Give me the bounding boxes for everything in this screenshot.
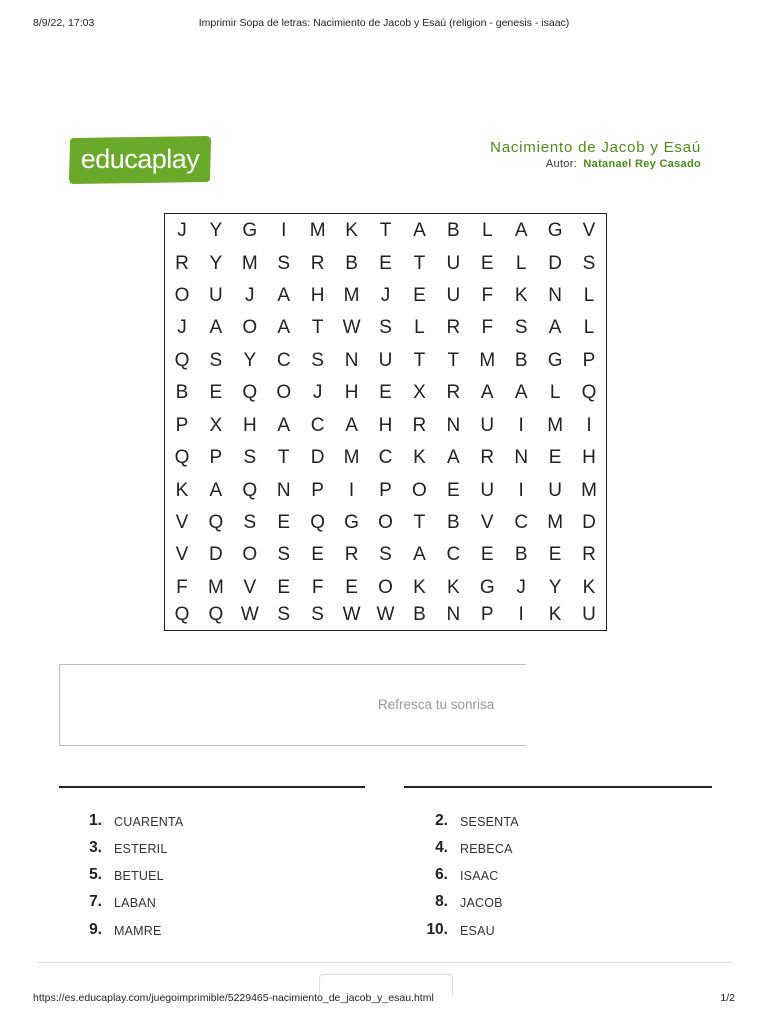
grid-cell: M <box>547 414 564 436</box>
grid-cell: D <box>582 511 596 533</box>
clue-word: REBECA <box>460 842 513 856</box>
document-title: Nacimiento de Jacob y Esaú <box>490 139 701 156</box>
grid-cell: Y <box>243 349 257 371</box>
grid-cell: A <box>277 285 291 307</box>
grid-cell: C <box>446 544 461 566</box>
grid-cell: B <box>514 544 528 566</box>
clue-number: 5. <box>89 866 102 883</box>
grid-cell: P <box>480 604 494 625</box>
grid-cell: A <box>548 317 562 339</box>
grid-cell: B <box>175 382 189 404</box>
grid-cell: N <box>446 414 461 436</box>
grid-cell: A <box>480 382 494 404</box>
grid-cell: T <box>277 447 290 469</box>
grid-cell: J <box>380 285 391 307</box>
grid-cell: K <box>446 576 460 598</box>
grid-cell: G <box>547 349 563 371</box>
grid-cell: F <box>176 576 188 598</box>
grid-cell: K <box>582 576 596 598</box>
grid-cell: I <box>281 220 287 242</box>
grid-cell: F <box>311 576 324 598</box>
clue-item <box>62 921 262 941</box>
grid-cell: G <box>547 220 563 242</box>
grid-cell: J <box>312 382 323 404</box>
grid-cell: Q <box>208 511 224 533</box>
grid-cell: U <box>548 479 562 501</box>
clue-number: 7. <box>89 893 102 910</box>
grid-cell: T <box>311 317 324 339</box>
grid-cell: A <box>413 544 426 566</box>
grid-cell: K <box>514 285 528 307</box>
grid-cell: U <box>446 285 461 307</box>
grid-cell: I <box>586 414 592 436</box>
grid-cell: Q <box>174 447 190 469</box>
clues-divider-right <box>404 786 712 788</box>
grid-cell: R <box>412 414 427 436</box>
grid-cell: R <box>344 544 359 566</box>
grid-cell: C <box>378 447 393 469</box>
clue-word: ISAAC <box>460 869 499 883</box>
grid-cell: C <box>276 349 291 371</box>
clue-word: BETUEL <box>114 869 164 883</box>
clue-item <box>62 893 262 913</box>
grid-cell: I <box>518 414 524 436</box>
grid-cell: D <box>310 447 325 469</box>
grid-cell: R <box>582 544 596 566</box>
grid-cell: S <box>209 349 223 371</box>
grid-cell: Q <box>242 382 258 404</box>
grid-cell: A <box>277 414 291 436</box>
clue-word: JACOB <box>460 896 503 910</box>
grid-cell: A <box>514 220 528 242</box>
grid-cell: A <box>209 479 223 501</box>
grid-cell: U <box>209 285 223 307</box>
grid-cell: K <box>175 479 189 501</box>
clue-item <box>408 893 608 913</box>
grid-cell: P <box>311 479 324 501</box>
print-footer <box>33 992 735 1006</box>
print-page-title: Imprimir Sopa de letras: Nacimiento de Jacob y Esaú (religion - genesis - isaac) <box>198 17 570 29</box>
grid-cell: S <box>277 252 291 274</box>
grid-cell: R <box>446 382 461 404</box>
grid-cell: U <box>446 252 461 274</box>
grid-cell: P <box>582 349 596 371</box>
grid-cell: L <box>549 382 561 404</box>
grid-cell: B <box>446 511 460 533</box>
print-datetime: 8/9/22, 17:03 <box>33 17 95 29</box>
author-label: Autor: <box>545 158 578 170</box>
clue-item <box>408 921 608 941</box>
educaplay-logo <box>66 135 212 185</box>
grid-cell: E <box>480 252 494 274</box>
clue-number: 2. <box>435 812 448 829</box>
document-author <box>546 158 701 170</box>
grid-cell: S <box>379 544 392 566</box>
grid-cell: M <box>343 285 360 307</box>
grid-cell: V <box>582 220 596 242</box>
clue-item <box>62 812 262 832</box>
grid-cell: T <box>379 220 392 242</box>
grid-cell: H <box>582 447 596 469</box>
grid-cell: S <box>277 544 291 566</box>
grid-cell: U <box>480 414 495 436</box>
grid-cell: V <box>480 511 494 533</box>
grid-cell: A <box>209 317 223 339</box>
logo-text: educaplay <box>80 144 200 174</box>
grid-cell: R <box>446 317 461 339</box>
grid-cell: B <box>413 604 426 625</box>
grid-cell: H <box>310 285 325 307</box>
grid-cell: O <box>242 317 258 339</box>
clue-item <box>62 839 262 859</box>
grid-cell: E <box>209 382 223 404</box>
grid-cell: V <box>243 576 257 598</box>
grid-cell: M <box>343 447 360 469</box>
grid-cell: I <box>348 479 355 501</box>
grid-cell: E <box>379 382 392 404</box>
grid-cell: G <box>479 576 495 598</box>
grid-cell: W <box>240 604 259 625</box>
grid-cell: Y <box>209 252 223 274</box>
grid-cell: S <box>243 511 257 533</box>
grid-cell: O <box>174 285 190 307</box>
page-bottom-divider <box>37 962 732 963</box>
grid-cell: E <box>413 285 426 307</box>
grid-cell: R <box>480 447 495 469</box>
grid-cell: E <box>345 576 358 598</box>
grid-cell: E <box>548 544 562 566</box>
grid-cell: J <box>177 220 187 242</box>
grid-cell: E <box>480 544 494 566</box>
grid-cell: P <box>379 479 392 501</box>
clue-number: 9. <box>89 921 102 938</box>
grid-cell: S <box>379 317 392 339</box>
grid-cell: V <box>175 544 189 566</box>
clue-number: 1. <box>89 812 102 829</box>
grid-cell: U <box>480 479 495 501</box>
print-header <box>33 17 735 31</box>
grid-cell: I <box>518 604 524 625</box>
grid-cell: S <box>582 252 596 274</box>
clue-number: 6. <box>435 866 448 883</box>
grid-cell: K <box>413 447 426 469</box>
grid-cell: C <box>514 511 529 533</box>
grid-cell: N <box>344 349 359 371</box>
grid-cell: Q <box>174 604 190 625</box>
grid-cell: T <box>413 252 426 274</box>
author-name: Natanael Rey Casado <box>583 158 701 170</box>
grid-cell: L <box>414 317 425 339</box>
grid-cell: A <box>514 382 528 404</box>
grid-cell: Q <box>208 604 224 625</box>
grid-cell: K <box>548 604 562 625</box>
grid-cell: V <box>175 511 189 533</box>
grid-cell: M <box>241 252 258 274</box>
print-page-number: 1/2 <box>720 992 735 1004</box>
grid-cell: X <box>209 414 223 436</box>
grid-cell: G <box>242 220 258 242</box>
grid-cell: F <box>481 317 494 339</box>
grid-cell: N <box>548 285 562 307</box>
grid-cell: U <box>582 604 596 625</box>
grid-cell: N <box>446 604 461 625</box>
clue-item <box>408 866 608 886</box>
grid-cell: T <box>447 349 460 371</box>
grid-cell: B <box>514 349 528 371</box>
grid-cell: O <box>378 576 393 598</box>
grid-cell: C <box>310 414 325 436</box>
grid-cell: L <box>583 317 595 339</box>
grid-cell: G <box>344 511 359 533</box>
grid-cell: M <box>547 511 564 533</box>
grid-cell: M <box>309 220 326 242</box>
grid-cell: T <box>413 349 426 371</box>
grid-cell: O <box>378 511 393 533</box>
grid-cell: P <box>209 447 223 469</box>
grid-cell: B <box>446 220 460 242</box>
grid-cell: W <box>342 317 361 339</box>
grid-cell: M <box>207 576 224 598</box>
grid-cell: S <box>243 447 257 469</box>
grid-cell: O <box>412 479 427 501</box>
grid-cell: Q <box>242 479 258 501</box>
grid-cell: F <box>481 285 494 307</box>
grid-cell: Q <box>581 382 597 404</box>
grid-cell: T <box>413 511 426 533</box>
grid-cell: H <box>378 414 393 436</box>
clue-word: CUARENTA <box>114 815 184 829</box>
grid-cell: L <box>481 220 493 242</box>
grid-cell: D <box>548 252 562 274</box>
grid-cell: K <box>413 576 426 598</box>
word-search-grid <box>164 213 607 631</box>
grid-cell: S <box>277 604 291 625</box>
grid-cell: R <box>310 252 325 274</box>
grid-cell: J <box>177 317 187 339</box>
ad-text: Refresca tu sonrisa <box>378 697 495 712</box>
clue-word: SESENTA <box>460 815 519 829</box>
grid-cell: H <box>344 382 359 404</box>
clue-number: 4. <box>435 839 448 856</box>
grid-cell: U <box>378 349 393 371</box>
grid-cell: A <box>446 447 460 469</box>
grid-cell: A <box>277 317 291 339</box>
clue-item <box>408 839 608 859</box>
grid-cell: K <box>345 220 358 242</box>
grid-cell: E <box>446 479 460 501</box>
grid-cell: A <box>413 220 426 242</box>
clue-word: LABAN <box>114 896 156 910</box>
grid-cell: Y <box>548 576 562 598</box>
grid-cell: D <box>209 544 223 566</box>
grid-cell: S <box>311 604 324 625</box>
clue-number: 10. <box>426 921 448 938</box>
grid-cell: N <box>276 479 291 501</box>
clue-number: 8. <box>435 893 448 910</box>
grid-cell: M <box>581 479 597 501</box>
grid-cell: E <box>311 544 324 566</box>
clue-item <box>62 866 262 886</box>
grid-cell: R <box>175 252 189 274</box>
grid-cell: A <box>345 414 358 436</box>
print-url: https://es.educaplay.com/juegoimprimible/5229465-nacimiento_de_jacob_y_esau.html <box>33 992 434 1004</box>
grid-cell: S <box>514 317 528 339</box>
grid-cell: O <box>276 382 292 404</box>
grid-cell: Q <box>174 349 190 371</box>
grid-cell: L <box>515 252 527 274</box>
grid-cell: E <box>277 511 291 533</box>
grid-cell: H <box>242 414 257 436</box>
grid-cell: M <box>479 349 496 371</box>
grid-cell: J <box>245 285 255 307</box>
grid-cell: N <box>514 447 529 469</box>
grid-cell: X <box>413 382 426 404</box>
grid-cell: B <box>345 252 358 274</box>
grid-cell: Y <box>209 220 223 242</box>
grid-cell: J <box>516 576 526 598</box>
grid-cell: L <box>583 285 595 307</box>
clues-divider-left <box>59 786 365 788</box>
grid-cell: O <box>242 544 258 566</box>
grid-cell: W <box>342 604 361 625</box>
clue-number: 3. <box>89 839 102 856</box>
grid-cell: Q <box>310 511 326 533</box>
grid-cell: E <box>379 252 392 274</box>
grid-cell: W <box>376 604 395 625</box>
clue-word: ESAU <box>460 924 495 938</box>
clue-word: ESTERIL <box>114 842 168 856</box>
grid-cell: I <box>518 479 524 501</box>
grid-cell: E <box>548 447 562 469</box>
grid-cell: E <box>277 576 291 598</box>
clue-item <box>408 812 608 832</box>
clue-word: MAMRE <box>114 924 162 938</box>
grid-cell: S <box>311 349 324 371</box>
grid-cell: P <box>175 414 189 436</box>
